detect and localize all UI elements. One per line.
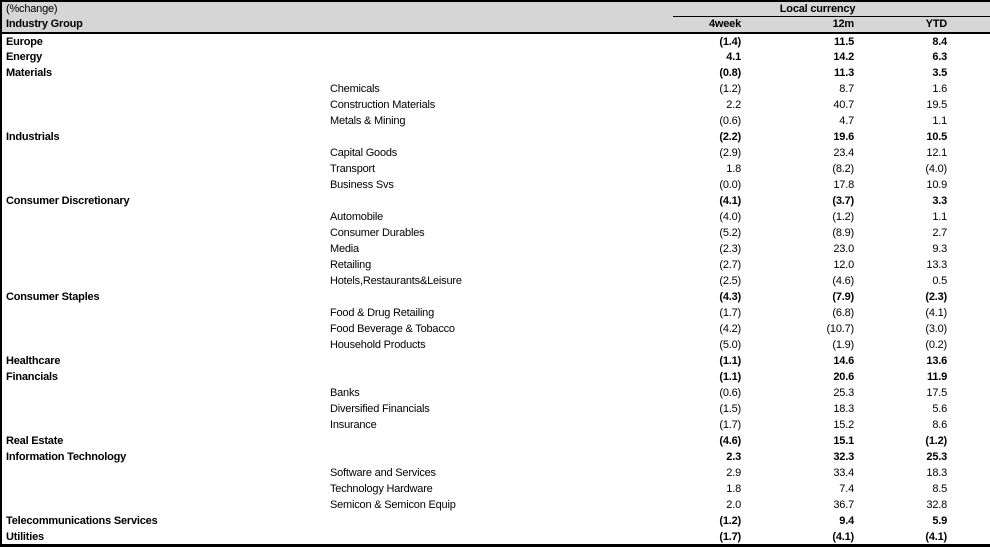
industry-group-cell bbox=[1, 257, 329, 273]
industry-group-cell bbox=[1, 225, 329, 241]
subsector-cell: Chemicals bbox=[330, 83, 380, 96]
industry-group-cell: Telecommunications Services bbox=[6, 515, 158, 528]
value-12m: 17.8 bbox=[833, 179, 854, 192]
header-row-columns bbox=[1, 16, 990, 33]
industry-group-cell bbox=[1, 177, 329, 193]
table-row bbox=[1, 65, 990, 81]
value-ytd: 32.8 bbox=[926, 499, 948, 512]
value-12m: 18.3 bbox=[833, 403, 854, 416]
value-4week: 2.3 bbox=[726, 451, 741, 464]
table-body bbox=[1, 33, 990, 546]
table-row bbox=[1, 241, 990, 257]
table-row bbox=[1, 497, 990, 513]
value-4week: (2.3) bbox=[719, 243, 741, 256]
subsector-cell: Banks bbox=[330, 387, 360, 400]
industry-group-cell bbox=[1, 481, 329, 497]
value-4week: (1.5) bbox=[719, 403, 741, 416]
industry-group-cell: Consumer Discretionary bbox=[6, 195, 130, 208]
value-4week: 1.8 bbox=[726, 483, 741, 496]
value-12m: (1.2) bbox=[832, 211, 854, 224]
industry-group-cell bbox=[1, 401, 329, 417]
subsector-cell bbox=[329, 129, 673, 145]
value-4week: (0.6) bbox=[719, 115, 741, 128]
industry-group-cell bbox=[1, 497, 329, 513]
industry-group-cell bbox=[1, 273, 329, 289]
value-12m: 20.6 bbox=[833, 371, 854, 384]
value-12m: 23.0 bbox=[833, 243, 854, 256]
table-row bbox=[1, 113, 990, 129]
industry-group-cell bbox=[1, 321, 329, 337]
value-ytd: 19.5 bbox=[926, 99, 948, 112]
value-4week: (4.3) bbox=[719, 291, 741, 304]
value-4week: 1.8 bbox=[726, 163, 741, 176]
table-row bbox=[1, 33, 990, 49]
table-row bbox=[1, 257, 990, 273]
value-ytd: 8.5 bbox=[932, 483, 948, 496]
value-ytd: 17.5 bbox=[926, 387, 948, 400]
subsector-cell bbox=[329, 65, 673, 81]
value-12m: (4.6) bbox=[832, 275, 854, 288]
table-row bbox=[1, 433, 990, 449]
value-ytd: 8.6 bbox=[932, 419, 948, 432]
table-row bbox=[1, 385, 990, 401]
value-4week: 2.9 bbox=[726, 467, 741, 480]
value-ytd: (2.3) bbox=[925, 291, 948, 304]
value-4week: (0.8) bbox=[719, 67, 741, 80]
table-row bbox=[1, 273, 990, 289]
column-header-ytd: YTD bbox=[859, 16, 990, 33]
value-4week: (2.2) bbox=[719, 131, 741, 144]
industry-group-cell bbox=[1, 417, 329, 433]
subsector-cell: Hotels,Restaurants&Leisure bbox=[330, 275, 462, 288]
value-12m: 7.4 bbox=[839, 483, 854, 496]
value-ytd: 5.9 bbox=[932, 515, 948, 528]
industry-group-cell: Real Estate bbox=[6, 435, 64, 448]
value-4week: (2.7) bbox=[719, 259, 741, 272]
value-4week: (1.7) bbox=[719, 307, 741, 320]
table-row bbox=[1, 321, 990, 337]
table-row bbox=[1, 481, 990, 497]
industry-group-cell bbox=[1, 97, 329, 113]
value-ytd: 1.1 bbox=[932, 211, 948, 224]
value-ytd: (3.0) bbox=[925, 323, 948, 336]
table-row bbox=[1, 417, 990, 433]
subsector-cell bbox=[329, 33, 673, 49]
table-row bbox=[1, 97, 990, 113]
table-row bbox=[1, 81, 990, 97]
value-12m: (8.9) bbox=[832, 227, 854, 240]
value-4week: (1.2) bbox=[719, 83, 741, 96]
subsector-cell bbox=[329, 529, 673, 545]
subsector-cell: Household Products bbox=[330, 339, 426, 352]
industry-group-cell bbox=[1, 209, 329, 225]
value-12m: (4.1) bbox=[832, 530, 854, 543]
value-ytd: 8.4 bbox=[932, 35, 948, 48]
value-ytd: 11.9 bbox=[927, 371, 948, 384]
value-12m: 33.4 bbox=[833, 467, 854, 480]
subsector-cell: Business Svs bbox=[330, 179, 394, 192]
industry-group-cell bbox=[1, 385, 329, 401]
subsector-cell bbox=[329, 353, 673, 369]
table-row bbox=[1, 289, 990, 305]
value-ytd: (4.1) bbox=[925, 530, 948, 543]
value-ytd: 18.3 bbox=[926, 467, 948, 480]
value-12m: (1.9) bbox=[832, 339, 854, 352]
value-12m: (3.7) bbox=[832, 195, 854, 208]
value-4week: (1.7) bbox=[719, 419, 741, 432]
local-currency-header: Local currency bbox=[673, 1, 990, 16]
table-row bbox=[1, 129, 990, 145]
subsector-cell: Media bbox=[330, 243, 359, 256]
value-12m: 25.3 bbox=[833, 387, 854, 400]
table-row bbox=[1, 49, 990, 65]
value-12m: 14.6 bbox=[833, 355, 854, 368]
value-ytd: 10.5 bbox=[926, 131, 948, 144]
subsector-cell: Insurance bbox=[330, 419, 377, 432]
value-ytd: 1.6 bbox=[932, 83, 948, 96]
subsector-cell bbox=[329, 433, 673, 449]
value-4week: (1.2) bbox=[719, 515, 741, 528]
column-header-12m: 12m bbox=[746, 16, 859, 33]
industry-group-cell bbox=[1, 465, 329, 481]
table-row bbox=[1, 177, 990, 193]
value-4week: 2.2 bbox=[726, 99, 741, 112]
value-12m: 40.7 bbox=[833, 99, 854, 112]
table-row bbox=[1, 465, 990, 481]
value-ytd: (1.2) bbox=[925, 435, 948, 448]
value-12m: (6.8) bbox=[832, 307, 854, 320]
table-row bbox=[1, 449, 990, 465]
value-4week: (1.1) bbox=[719, 355, 741, 368]
subsector-cell: Food & Drug Retailing bbox=[330, 307, 435, 320]
industry-group-cell: Information Technology bbox=[6, 451, 127, 464]
value-ytd: 9.3 bbox=[932, 243, 948, 256]
industry-group-cell bbox=[1, 81, 329, 97]
value-ytd: 13.3 bbox=[926, 259, 948, 272]
industry-group-header: Industry Group bbox=[1, 16, 673, 33]
value-12m: 15.2 bbox=[833, 419, 854, 432]
subsector-cell bbox=[329, 193, 673, 209]
table-row bbox=[1, 145, 990, 161]
value-4week: (1.7) bbox=[719, 530, 741, 543]
industry-group-cell bbox=[1, 113, 329, 129]
subsector-cell bbox=[329, 289, 673, 305]
value-12m: 4.7 bbox=[839, 115, 854, 128]
subsector-cell: Automobile bbox=[330, 211, 384, 224]
industry-group-cell bbox=[1, 305, 329, 321]
subsector-cell: Capital Goods bbox=[330, 147, 398, 160]
value-ytd: 13.6 bbox=[926, 355, 948, 368]
value-ytd: 3.5 bbox=[932, 67, 948, 80]
table-row bbox=[1, 305, 990, 321]
value-ytd: 2.7 bbox=[932, 227, 948, 240]
value-4week: (1.4) bbox=[719, 35, 741, 48]
value-12m: 11.3 bbox=[833, 67, 854, 80]
value-4week: (2.5) bbox=[719, 275, 741, 288]
header-row-currency-group bbox=[1, 1, 990, 16]
table-row bbox=[1, 401, 990, 417]
value-12m: 9.4 bbox=[839, 515, 854, 528]
value-12m: 11.5 bbox=[833, 35, 854, 48]
subsector-cell: Semicon & Semicon Equip bbox=[330, 499, 456, 512]
subsector-cell bbox=[329, 49, 673, 65]
subsector-cell: Retailing bbox=[330, 259, 372, 272]
value-4week: (4.6) bbox=[719, 435, 741, 448]
percent-change-label: (%change) bbox=[1, 1, 673, 16]
value-ytd: 10.9 bbox=[926, 179, 948, 192]
value-4week: (4.1) bbox=[719, 195, 741, 208]
column-header-4week: 4week bbox=[673, 16, 746, 33]
value-ytd: 1.1 bbox=[932, 115, 948, 128]
table-row bbox=[1, 337, 990, 353]
subsector-cell: Software and Services bbox=[330, 467, 436, 480]
industry-group-cell: Materials bbox=[6, 67, 52, 80]
industry-group-cell: Utilities bbox=[6, 530, 44, 543]
value-ytd: (0.2) bbox=[925, 339, 948, 352]
value-12m: 8.7 bbox=[839, 83, 854, 96]
table-row bbox=[1, 209, 990, 225]
value-12m: 23.4 bbox=[833, 147, 854, 160]
value-4week: 4.1 bbox=[726, 51, 741, 64]
table-row bbox=[1, 353, 990, 369]
value-4week: (4.2) bbox=[719, 323, 741, 336]
subsector-cell: Consumer Durables bbox=[330, 227, 425, 240]
value-ytd: 0.5 bbox=[932, 275, 948, 288]
value-12m: 12.0 bbox=[833, 259, 854, 272]
industry-group-cell: Energy bbox=[6, 51, 43, 64]
value-ytd: 5.6 bbox=[932, 403, 948, 416]
value-4week: 2.0 bbox=[726, 499, 741, 512]
value-4week: (0.6) bbox=[719, 387, 741, 400]
value-ytd: (4.0) bbox=[925, 163, 948, 176]
subsector-cell: Construction Materials bbox=[330, 99, 436, 112]
subsector-cell: Technology Hardware bbox=[330, 483, 433, 496]
value-4week: (0.0) bbox=[719, 179, 741, 192]
table-row bbox=[1, 513, 990, 529]
table-row bbox=[1, 161, 990, 177]
value-4week: (5.0) bbox=[719, 339, 741, 352]
value-ytd: 25.3 bbox=[926, 451, 948, 464]
subsector-cell: Transport bbox=[330, 163, 375, 176]
table-row bbox=[1, 529, 990, 545]
value-4week: (5.2) bbox=[719, 227, 741, 240]
value-ytd: 6.3 bbox=[932, 51, 948, 64]
subsector-cell bbox=[329, 449, 673, 465]
subsector-cell: Metals & Mining bbox=[330, 115, 406, 128]
subsector-cell bbox=[329, 369, 673, 385]
subsector-cell: Food Beverage & Tobacco bbox=[330, 323, 455, 336]
value-12m: 14.2 bbox=[833, 51, 854, 64]
value-4week: (1.1) bbox=[719, 371, 741, 384]
value-12m: 36.7 bbox=[833, 499, 854, 512]
value-4week: (4.0) bbox=[719, 211, 741, 224]
industry-group-cell bbox=[1, 337, 329, 353]
industry-group-cell bbox=[1, 161, 329, 177]
value-12m: 19.6 bbox=[833, 131, 854, 144]
value-12m: (7.9) bbox=[832, 291, 854, 304]
industry-group-cell bbox=[1, 241, 329, 257]
value-ytd: (4.1) bbox=[925, 307, 948, 320]
value-ytd: 12.1 bbox=[926, 147, 948, 160]
table-row bbox=[1, 369, 990, 385]
value-12m: (10.7) bbox=[826, 323, 854, 336]
table-row bbox=[1, 193, 990, 209]
value-ytd: 3.3 bbox=[932, 195, 948, 208]
industry-group-cell: Healthcare bbox=[6, 355, 61, 368]
value-4week: (2.9) bbox=[719, 147, 741, 160]
industry-group-cell bbox=[1, 145, 329, 161]
subsector-cell bbox=[329, 513, 673, 529]
value-12m: (8.2) bbox=[832, 163, 854, 176]
industry-group-cell: Industrials bbox=[6, 131, 60, 144]
industry-group-cell: Financials bbox=[6, 371, 58, 384]
table-row bbox=[1, 225, 990, 241]
value-12m: 32.3 bbox=[833, 451, 854, 464]
industry-group-cell: Europe bbox=[6, 35, 43, 48]
value-12m: 15.1 bbox=[833, 435, 854, 448]
industry-group-cell: Consumer Staples bbox=[6, 291, 100, 304]
subsector-cell: Diversified Financials bbox=[330, 403, 430, 416]
